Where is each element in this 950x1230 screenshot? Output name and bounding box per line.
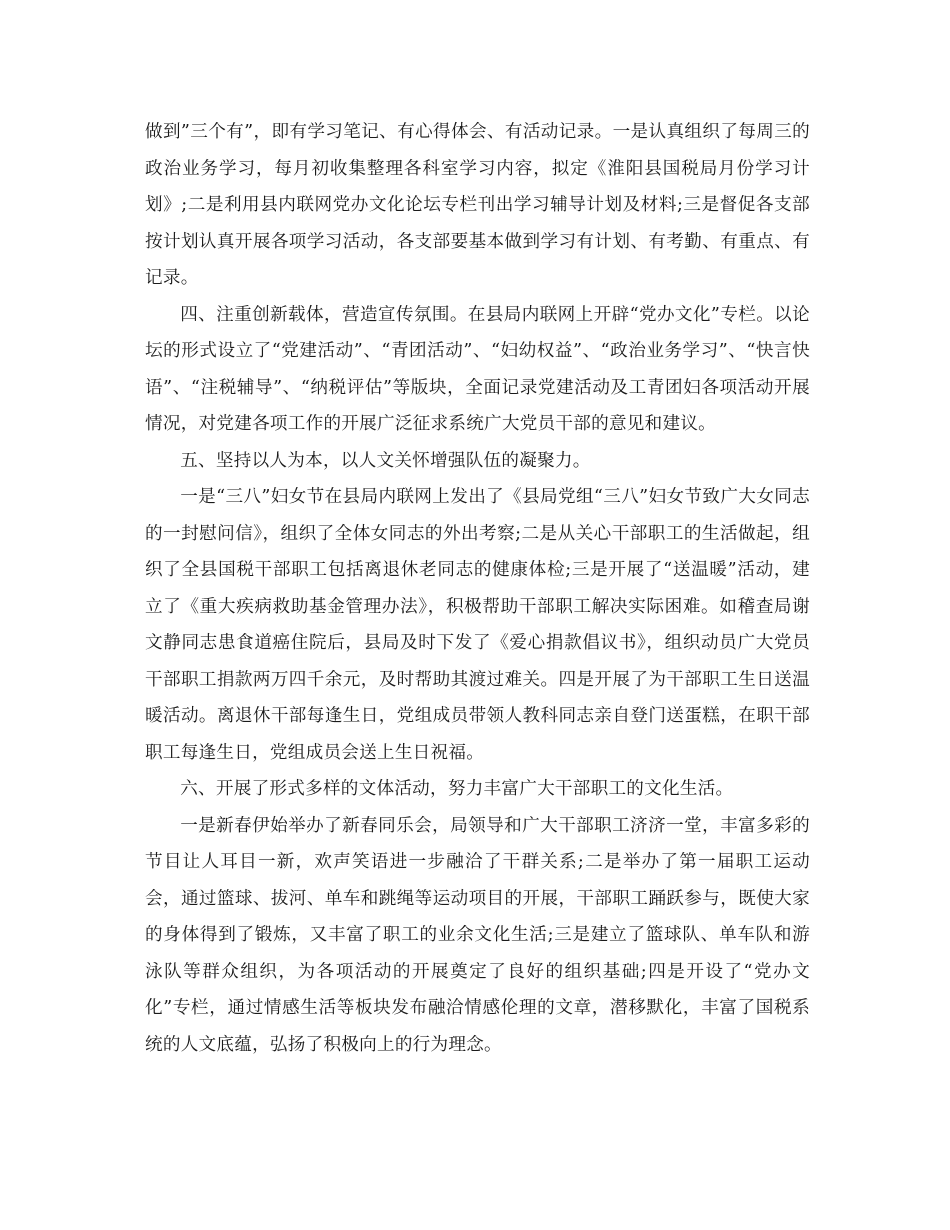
document-body <box>145 114 810 1063</box>
paragraph-section-four: 四、注重创新载体，营造宣传氛围。在县局内联网上开辟“党办文化”专栏。以论坛的形式设立了“党建活动”、“青团活动”、“妇幼权益”、“政治业务学习”、“快言快语”、“注税辅导”、“纳税评估”等版块，全面记录党建活动及工青团妇各项活动开展情况，对党建各项工作的开展广泛征求系统广大党员干部的意见和建议。 <box>145 304 810 434</box>
paragraph-section-five-heading: 五、坚持以人为本，以人文关怀增强队伍的凝聚力。 <box>180 450 591 471</box>
paragraph-section-five-body: 一是“三八”妇女节在县局内联网上发出了《县局党组“三八”妇女节致广大女同志的一封慰问信》，组织了全体女同志的外出考察;二是从关心干部职工的生活做起，组织了全县国税干部职工包括离退休老同志的健康体检;三是开展了“送温暖”活动，建立了《重大疾病救助基金管理办法》，积极帮助干部职工解决实际困难。如稽查局谢文静同志患食道癌住院后，县局及时下发了《爱心捐款倡议书》，组织动员广大党员干部职工捐款两万四千余元，及时帮助其渡过难关。四是开展了为干部职工生日送温暖活动。离退休干部每逢生日，党组成员带领人教科同志亲自登门送蛋糕，在职干部职工每逢生日，党组成员会送上生日祝福。 <box>145 487 810 763</box>
paragraph-section-six-body: 一是新春伊始举办了新春同乐会，局领导和广大干部职工济济一堂，丰富多彩的节目让人耳目一新，欢声笑语进一步融洽了干群关系;二是举办了第一届职工运动会，通过篮球、拔河、单车和跳绳等运动项目的开展，干部职工踊跃参与，既使大家的身体得到了锻炼，又丰富了职工的业余文化生活;三是建立了篮球队、单车队和游泳队等群众组织，为各项活动的开展奠定了良好的组织基础;四是开设了“党办文化”专栏，通过情感生活等板块发布融洽情感伦理的文章，潜移默化，丰富了国税系统的人文底蕴，弘扬了积极向上的行为理念。 <box>145 815 810 1055</box>
paragraph-continuation: 做到”三个有”，即有学习笔记、有心得体会、有活动记录。一是认真组织了每周三的政治业务学习，每月初收集整理各科室学习内容，拟定《淮阳县国税局月份学习计划》;二是利用县内联网党办文化论坛专栏刊出学习辅导计划及材料;三是督促各支部按计划认真开展各项学习活动，各支部要基本做到学习有计划、有考勤、有重点、有记录。 <box>145 122 810 288</box>
paragraph-section-six-heading: 六、开展了形式多样的文体活动，努力丰富广大干部职工的文化生活。 <box>180 779 734 799</box>
